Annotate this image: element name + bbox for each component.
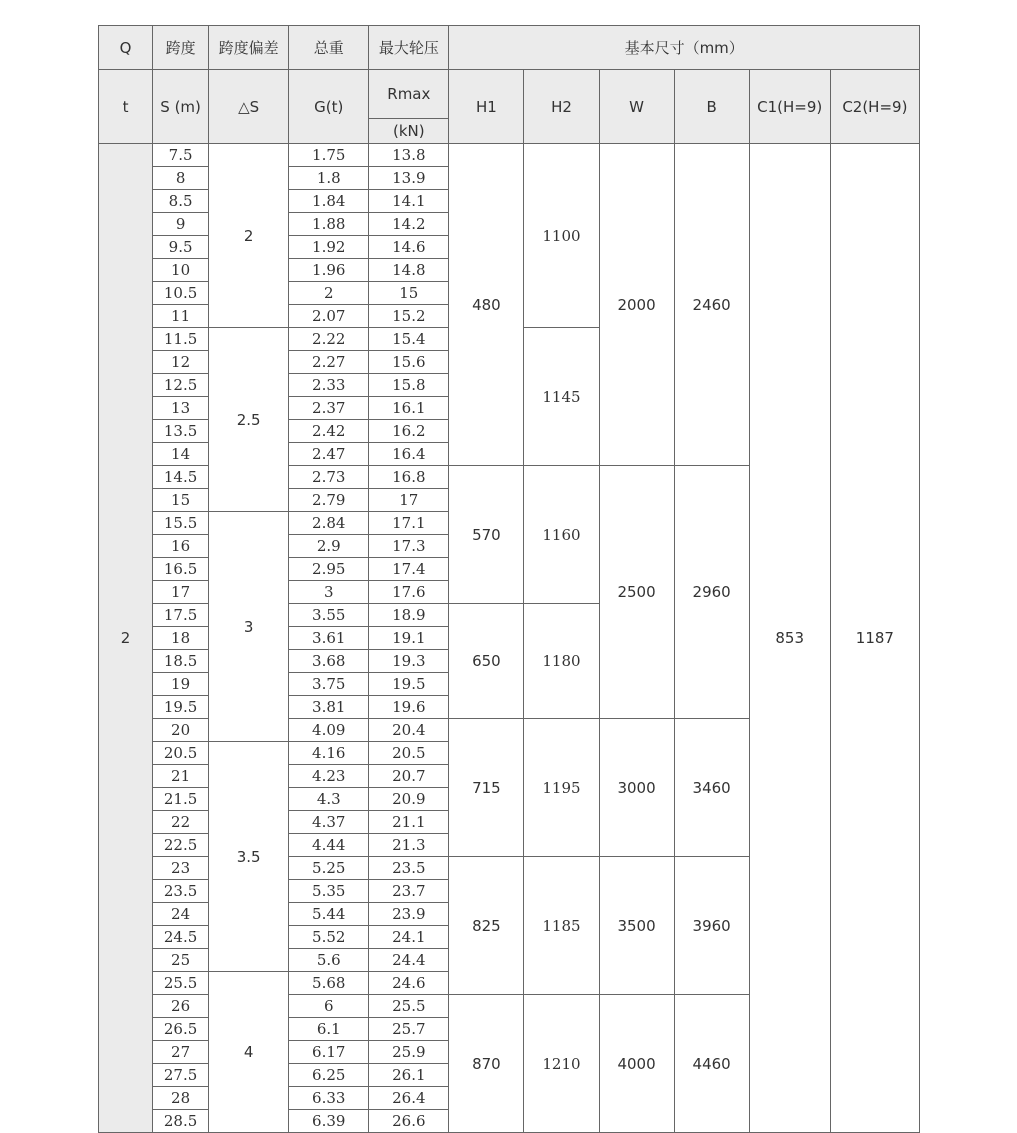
wheel-load-cell: 20.4 xyxy=(369,719,449,742)
weight-cell: 2.79 xyxy=(289,489,369,512)
wheel-load-cell: 19.3 xyxy=(369,650,449,673)
b-cell: 2960 xyxy=(674,466,749,719)
weight-cell: 2.73 xyxy=(289,466,369,489)
capacity-cell: 2 xyxy=(99,144,153,1133)
span-cell: 20 xyxy=(153,719,209,742)
span-cell: 16.5 xyxy=(153,558,209,581)
c1-cell: 853 xyxy=(749,144,830,1133)
header-span-deviation: 跨度偏差 xyxy=(209,26,289,70)
span-cell: 9.5 xyxy=(153,236,209,259)
wheel-load-cell: 16.1 xyxy=(369,397,449,420)
weight-cell: 6 xyxy=(289,995,369,1018)
wheel-load-cell: 24.4 xyxy=(369,949,449,972)
wheel-load-cell: 15.4 xyxy=(369,328,449,351)
span-cell: 27 xyxy=(153,1041,209,1064)
wheel-load-cell: 25.9 xyxy=(369,1041,449,1064)
wheel-load-cell: 19.6 xyxy=(369,696,449,719)
crane-spec-table xyxy=(98,25,920,1133)
wheel-load-cell: 24.6 xyxy=(369,972,449,995)
header-span: 跨度 xyxy=(153,26,209,70)
w-cell: 4000 xyxy=(599,995,674,1133)
weight-cell: 3.61 xyxy=(289,627,369,650)
span-cell: 8 xyxy=(153,167,209,190)
span-cell: 17 xyxy=(153,581,209,604)
h1-cell: 570 xyxy=(449,466,524,604)
wheel-load-cell: 26.4 xyxy=(369,1087,449,1110)
span-cell: 28 xyxy=(153,1087,209,1110)
span-cell: 14 xyxy=(153,443,209,466)
weight-cell: 4.37 xyxy=(289,811,369,834)
wheel-load-cell: 14.2 xyxy=(369,213,449,236)
weight-cell: 3.81 xyxy=(289,696,369,719)
header-g-unit: G(t) xyxy=(289,70,369,144)
wheel-load-cell: 17.6 xyxy=(369,581,449,604)
weight-cell: 4.44 xyxy=(289,834,369,857)
header-w: W xyxy=(599,70,674,144)
span-deviation-cell: 4 xyxy=(209,972,289,1133)
span-cell: 15.5 xyxy=(153,512,209,535)
weight-cell: 3.55 xyxy=(289,604,369,627)
weight-cell: 2.33 xyxy=(289,374,369,397)
span-cell: 22 xyxy=(153,811,209,834)
span-deviation-cell: 3 xyxy=(209,512,289,742)
table-row xyxy=(99,144,920,167)
weight-cell: 4.16 xyxy=(289,742,369,765)
weight-cell: 2 xyxy=(289,282,369,305)
span-cell: 24 xyxy=(153,903,209,926)
span-cell: 15 xyxy=(153,489,209,512)
w-cell: 2500 xyxy=(599,466,674,719)
h1-cell: 480 xyxy=(449,144,524,466)
span-cell: 24.5 xyxy=(153,926,209,949)
weight-cell: 5.35 xyxy=(289,880,369,903)
span-cell: 10 xyxy=(153,259,209,282)
wheel-load-cell: 21.3 xyxy=(369,834,449,857)
weight-cell: 2.9 xyxy=(289,535,369,558)
w-cell: 2000 xyxy=(599,144,674,466)
weight-cell: 6.25 xyxy=(289,1064,369,1087)
weight-cell: 2.84 xyxy=(289,512,369,535)
span-cell: 13.5 xyxy=(153,420,209,443)
wheel-load-cell: 16.4 xyxy=(369,443,449,466)
span-cell: 18 xyxy=(153,627,209,650)
span-cell: 28.5 xyxy=(153,1110,209,1133)
weight-cell: 4.23 xyxy=(289,765,369,788)
span-cell: 8.5 xyxy=(153,190,209,213)
weight-cell: 3 xyxy=(289,581,369,604)
header-kn-unit: (kN) xyxy=(369,119,449,144)
table-body xyxy=(99,144,920,1133)
weight-cell: 2.95 xyxy=(289,558,369,581)
header-max-wheel-load: 最大轮压 xyxy=(369,26,449,70)
span-cell: 19 xyxy=(153,673,209,696)
wheel-load-cell: 26.6 xyxy=(369,1110,449,1133)
wheel-load-cell: 17.1 xyxy=(369,512,449,535)
w-cell: 3000 xyxy=(599,719,674,857)
wheel-load-cell: 21.1 xyxy=(369,811,449,834)
span-deviation-cell: 3.5 xyxy=(209,742,289,972)
h1-cell: 715 xyxy=(449,719,524,857)
weight-cell: 5.52 xyxy=(289,926,369,949)
header-t-unit: t xyxy=(99,70,153,144)
span-cell: 9 xyxy=(153,213,209,236)
wheel-load-cell: 17.3 xyxy=(369,535,449,558)
span-cell: 11 xyxy=(153,305,209,328)
weight-cell: 1.92 xyxy=(289,236,369,259)
span-cell: 12.5 xyxy=(153,374,209,397)
h2-cell: 1195 xyxy=(524,719,599,857)
weight-cell: 2.42 xyxy=(289,420,369,443)
weight-cell: 2.07 xyxy=(289,305,369,328)
span-cell: 11.5 xyxy=(153,328,209,351)
b-cell: 4460 xyxy=(674,995,749,1133)
span-cell: 25.5 xyxy=(153,972,209,995)
wheel-load-cell: 13.9 xyxy=(369,167,449,190)
weight-cell: 5.68 xyxy=(289,972,369,995)
b-cell: 3460 xyxy=(674,719,749,857)
span-cell: 23.5 xyxy=(153,880,209,903)
span-cell: 21 xyxy=(153,765,209,788)
weight-cell: 2.37 xyxy=(289,397,369,420)
weight-cell: 2.22 xyxy=(289,328,369,351)
span-cell: 23 xyxy=(153,857,209,880)
weight-cell: 6.1 xyxy=(289,1018,369,1041)
h2-cell: 1100 xyxy=(524,144,599,328)
span-cell: 19.5 xyxy=(153,696,209,719)
wheel-load-cell: 23.9 xyxy=(369,903,449,926)
h2-cell: 1180 xyxy=(524,604,599,719)
wheel-load-cell: 14.6 xyxy=(369,236,449,259)
w-cell: 3500 xyxy=(599,857,674,995)
c2-cell: 1187 xyxy=(830,144,919,1133)
weight-cell: 1.8 xyxy=(289,167,369,190)
weight-cell: 3.68 xyxy=(289,650,369,673)
span-cell: 7.5 xyxy=(153,144,209,167)
wheel-load-cell: 15.8 xyxy=(369,374,449,397)
wheel-load-cell: 14.8 xyxy=(369,259,449,282)
wheel-load-cell: 20.9 xyxy=(369,788,449,811)
span-deviation-cell: 2 xyxy=(209,144,289,328)
wheel-load-cell: 25.5 xyxy=(369,995,449,1018)
weight-cell: 1.75 xyxy=(289,144,369,167)
weight-cell: 1.96 xyxy=(289,259,369,282)
wheel-load-cell: 19.5 xyxy=(369,673,449,696)
span-deviation-cell: 2.5 xyxy=(209,328,289,512)
wheel-load-cell: 15 xyxy=(369,282,449,305)
wheel-load-cell: 18.9 xyxy=(369,604,449,627)
weight-cell: 2.27 xyxy=(289,351,369,374)
span-cell: 25 xyxy=(153,949,209,972)
span-cell: 27.5 xyxy=(153,1064,209,1087)
h2-cell: 1185 xyxy=(524,857,599,995)
wheel-load-cell: 17.4 xyxy=(369,558,449,581)
header-q: Q xyxy=(99,26,153,70)
wheel-load-cell: 20.7 xyxy=(369,765,449,788)
weight-cell: 4.09 xyxy=(289,719,369,742)
wheel-load-cell: 16.8 xyxy=(369,466,449,489)
weight-cell: 1.88 xyxy=(289,213,369,236)
header-h2: H2 xyxy=(524,70,599,144)
weight-cell: 1.84 xyxy=(289,190,369,213)
wheel-load-cell: 20.5 xyxy=(369,742,449,765)
wheel-load-cell: 17 xyxy=(369,489,449,512)
span-cell: 17.5 xyxy=(153,604,209,627)
span-cell: 26 xyxy=(153,995,209,1018)
span-cell: 22.5 xyxy=(153,834,209,857)
weight-cell: 4.3 xyxy=(289,788,369,811)
span-cell: 20.5 xyxy=(153,742,209,765)
b-cell: 3960 xyxy=(674,857,749,995)
h2-cell: 1160 xyxy=(524,466,599,604)
header-c2: C2(H=9) xyxy=(830,70,919,144)
span-cell: 21.5 xyxy=(153,788,209,811)
span-cell: 14.5 xyxy=(153,466,209,489)
header-basic-dimensions: 基本尺寸（mm） xyxy=(449,26,920,70)
weight-cell: 3.75 xyxy=(289,673,369,696)
h1-cell: 870 xyxy=(449,995,524,1133)
h2-cell: 1145 xyxy=(524,328,599,466)
wheel-load-cell: 23.7 xyxy=(369,880,449,903)
wheel-load-cell: 24.1 xyxy=(369,926,449,949)
wheel-load-cell: 15.6 xyxy=(369,351,449,374)
b-cell: 2460 xyxy=(674,144,749,466)
span-cell: 26.5 xyxy=(153,1018,209,1041)
span-cell: 18.5 xyxy=(153,650,209,673)
weight-cell: 5.6 xyxy=(289,949,369,972)
span-cell: 10.5 xyxy=(153,282,209,305)
wheel-load-cell: 25.7 xyxy=(369,1018,449,1041)
span-cell: 16 xyxy=(153,535,209,558)
wheel-load-cell: 14.1 xyxy=(369,190,449,213)
span-cell: 13 xyxy=(153,397,209,420)
header-b: B xyxy=(674,70,749,144)
header-h1: H1 xyxy=(449,70,524,144)
wheel-load-cell: 26.1 xyxy=(369,1064,449,1087)
weight-cell: 6.39 xyxy=(289,1110,369,1133)
header-total-weight: 总重 xyxy=(289,26,369,70)
h2-cell: 1210 xyxy=(524,995,599,1133)
wheel-load-cell: 16.2 xyxy=(369,420,449,443)
h1-cell: 825 xyxy=(449,857,524,995)
wheel-load-cell: 13.8 xyxy=(369,144,449,167)
wheel-load-cell: 19.1 xyxy=(369,627,449,650)
header-delta-s: △S xyxy=(209,70,289,144)
weight-cell: 6.17 xyxy=(289,1041,369,1064)
weight-cell: 6.33 xyxy=(289,1087,369,1110)
weight-cell: 5.44 xyxy=(289,903,369,926)
header-rmax: Rmax xyxy=(369,70,449,119)
span-cell: 12 xyxy=(153,351,209,374)
wheel-load-cell: 23.5 xyxy=(369,857,449,880)
header-c1: C1(H=9) xyxy=(749,70,830,144)
h1-cell: 650 xyxy=(449,604,524,719)
weight-cell: 5.25 xyxy=(289,857,369,880)
header-s-unit: S (m) xyxy=(153,70,209,144)
weight-cell: 2.47 xyxy=(289,443,369,466)
wheel-load-cell: 15.2 xyxy=(369,305,449,328)
